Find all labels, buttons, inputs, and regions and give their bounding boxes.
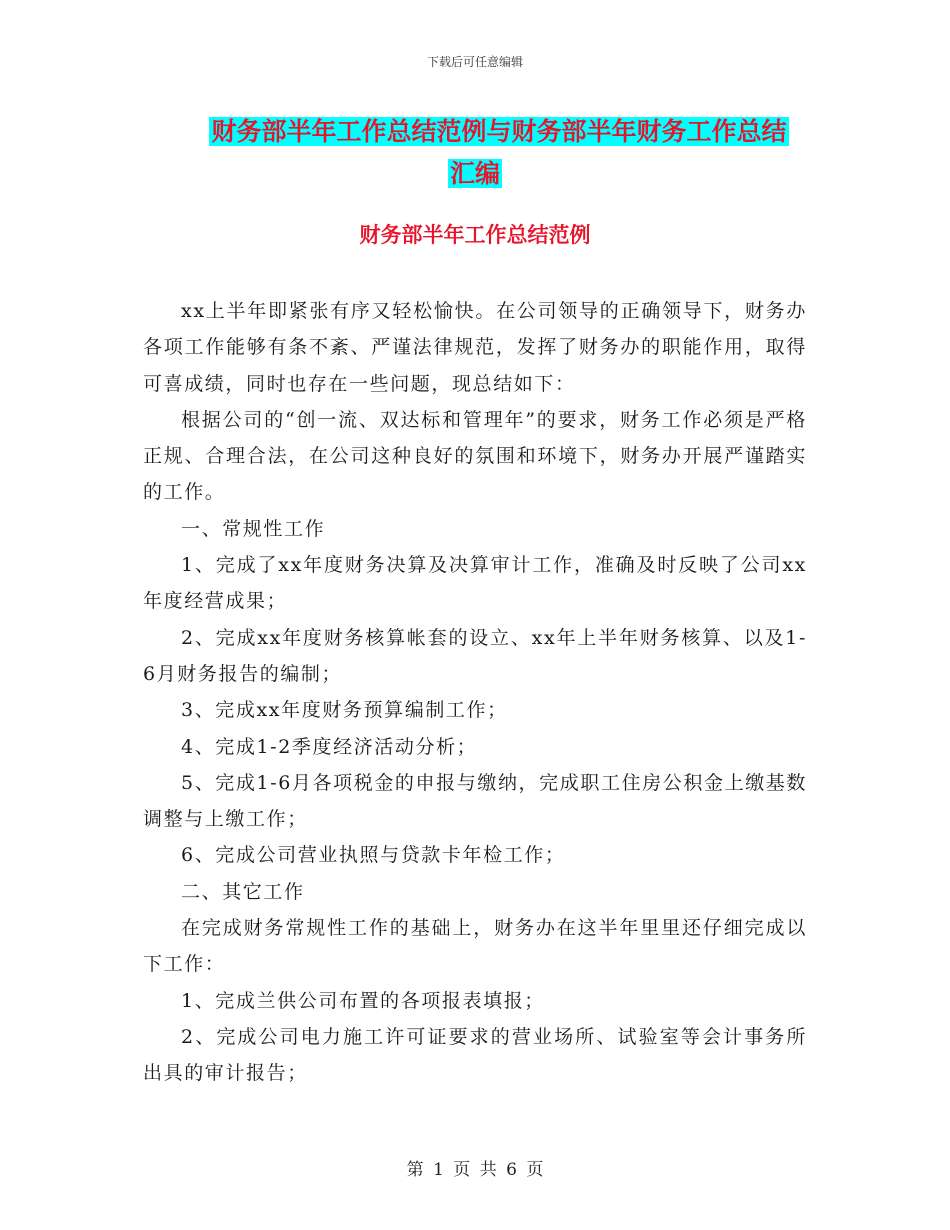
list-item: 2、完成xx年度财务核算帐套的设立、xx年上半年财务核算、以及1-6月财务报告的编制； <box>143 626 807 685</box>
document-body <box>143 293 807 1092</box>
list-item: 2、完成公司电力施工许可证要求的营业场所、试验室等会计事务所出具的审计报告； <box>143 1025 807 1085</box>
section-heading: 财务部半年工作总结范例 <box>359 223 591 247</box>
paragraph: 在完成财务常规性工作的基础上，财务办在这半年里里还仔细完成以下工作： <box>143 917 807 976</box>
document-title-line-1 <box>0 112 950 152</box>
list-heading: 二、其它工作 <box>181 880 305 903</box>
paragraph: xx上半年即紧张有序又轻松愉快。在公司领导的正确领导下，财务办各项工作能够有条不紊、严谨法律规范，发挥了财务办的职能作用，取得可喜成绩，同时也存在一些问题，现总结如下： <box>143 300 807 395</box>
list-item: 1、完成了xx年度财务决算及决算审计工作，准确及时反映了公司xx年度经营成果； <box>143 554 807 613</box>
document-title-line-2 <box>0 154 950 194</box>
list-heading: 一、常规性工作 <box>181 517 326 540</box>
list-item: 6、完成公司营业执照与贷款卡年检工作； <box>181 844 566 867</box>
list-item: 1、完成兰供公司布置的各项报表填报； <box>181 989 545 1012</box>
list-item: 5、完成1-6月各项税金的申报与缴纳，完成职工住房公积金上缴基数调整与上缴工作； <box>143 771 807 831</box>
header-note: 下载后可任意编辑 <box>426 55 523 69</box>
list-item: 4、完成1-2季度经济活动分析； <box>181 735 478 758</box>
document-title-text-1: 财务部半年工作总结范例与财务部半年财务工作总结 <box>211 117 787 146</box>
list-item: 3、完成xx年度财务预算编制工作； <box>181 699 508 722</box>
document-title-text-2: 汇编 <box>449 159 500 188</box>
page-number-footer: 第 1 页 共 6 页 <box>406 1160 544 1180</box>
paragraph: 根据公司的“创一流、双达标和管理年”的要求，财务工作必须是严格正规、合理合法，在公司这种良好的氛围和环境下，财务办开展严谨踏实的工作。 <box>143 408 807 504</box>
